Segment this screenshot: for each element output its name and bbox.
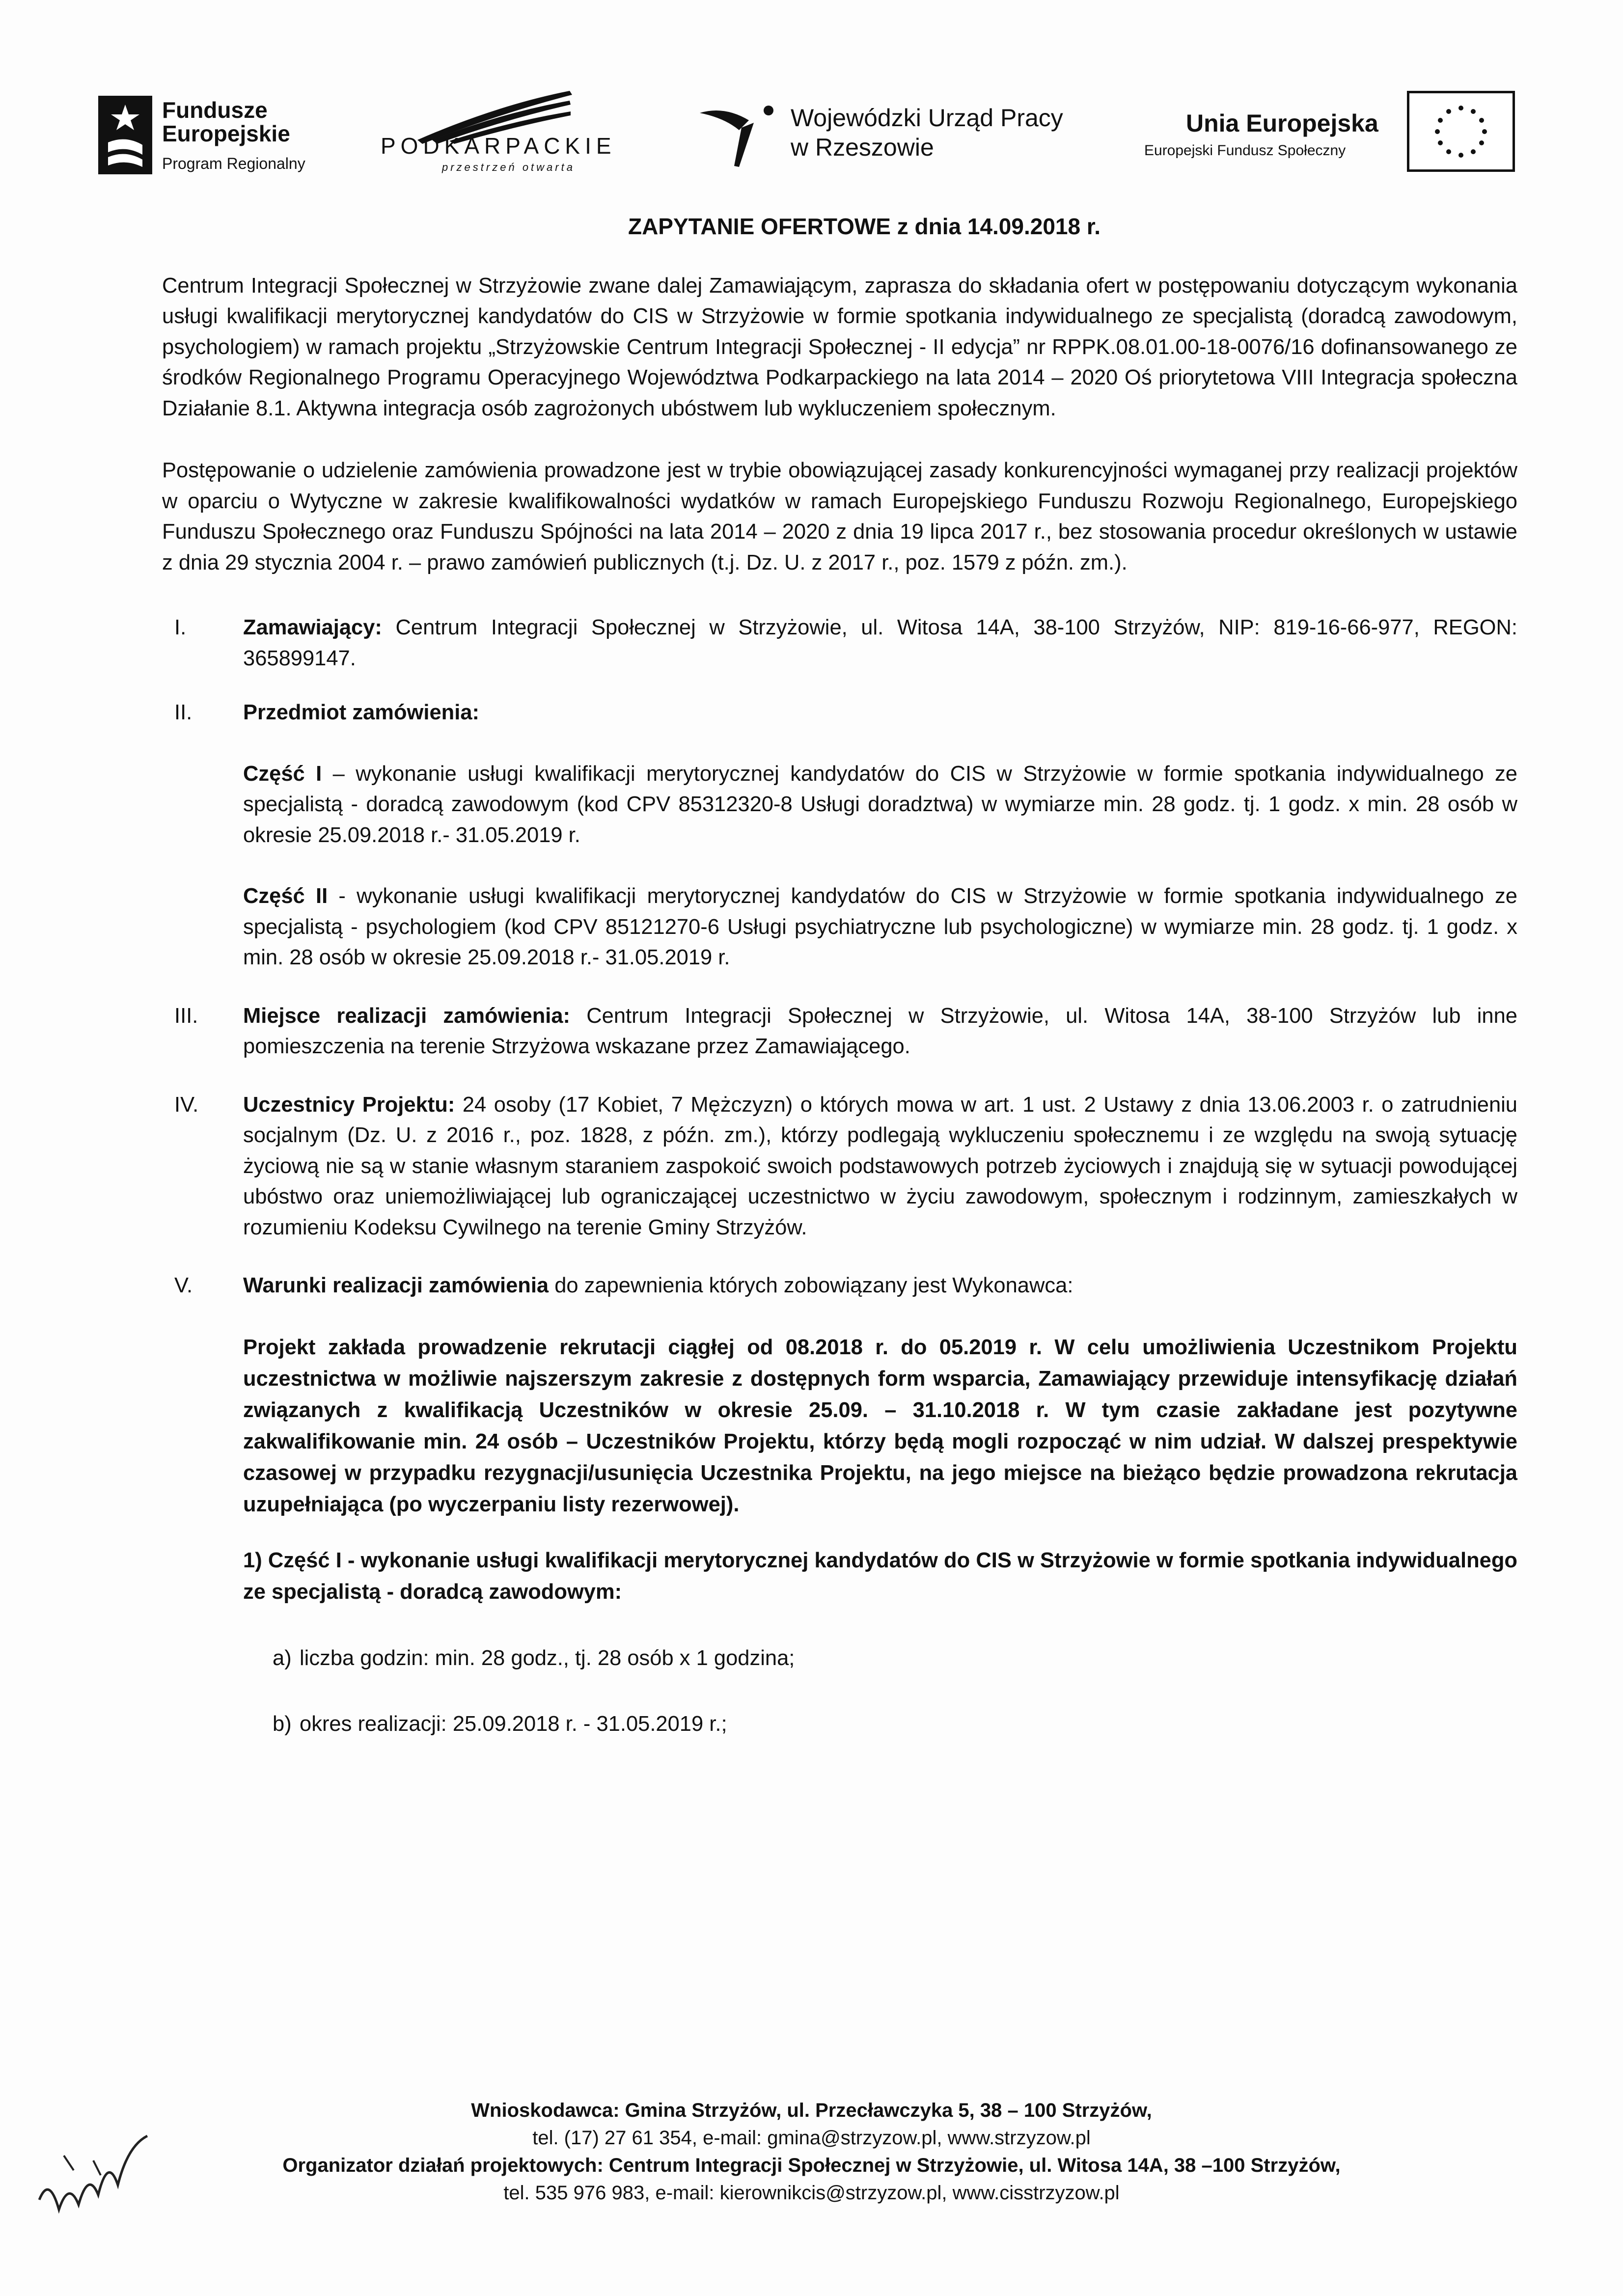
section-v: [162, 1270, 1517, 1740]
section-number: IV.: [174, 1093, 199, 1117]
list-item-letter: b): [273, 1712, 292, 1736]
list-item: [243, 1643, 1517, 1674]
section-iv: [162, 1090, 1517, 1243]
part-i-requirements-heading: 1) Część I - wykonanie usługi kwalifikacji merytorycznej kandydatów do CIS w Strzyżowie w formie spotkania indywidualnego ze specjalistą - doradcą zawodowym:: [243, 1548, 1517, 1604]
list-item: [243, 1709, 1517, 1740]
fundusze-europejskie-logo-text: [162, 98, 290, 145]
section-iii: [162, 1001, 1517, 1062]
ue-logo-subtitle: Europejski Fundusz Społeczny: [1144, 142, 1346, 159]
podkarpackie-logo-subtitle: przestrzeń otwarta: [442, 161, 575, 173]
section-body: [243, 1270, 1517, 1740]
part-i-requirements-list: [243, 1643, 1517, 1740]
part-text: - wykonanie usługi kwalifikacji merytorycznej kandydatów do CIS w Strzyżowie w formie spotkania indywidualnego ze specjalistą - psychologiem (kod CPV 85121270-6 Usługi psychiatryczne lub psychologiczne) w wymiarze min. 28 godz. tj. 1 godz. x min. 28 osób w okresie 25.09.2018 r.- 31.05.2019 r.: [243, 884, 1517, 969]
footer-organizer-contact: tel. 535 976 983, e-mail: kierownikcis@strzyzow.pl, www.cisstrzyzow.pl: [503, 2182, 1120, 2204]
document-title: ZAPYTANIE OFERTOWE z dnia 14.09.2018 r.: [628, 214, 1101, 239]
section-i: [162, 612, 1517, 674]
footer-applicant: Wnioskodawca: Gmina Strzyżów, ul. Przecławczyka 5, 38 – 100 Strzyżów,: [471, 2100, 1152, 2121]
wup-logo-line1: Wojewódzki Urząd Pracy: [791, 104, 1063, 132]
footer-organizer: Organizator działań projektowych: Centrum Integracji Społecznej w Strzyżowie, ul. Witosa 14A, 38 –100 Strzyżów,: [282, 2155, 1341, 2176]
section-text: 24 osoby (17 Kobiet, 7 Mężczyzn) o których mowa w art. 1 ust. 2 Ustawy z dnia 13.06.2003 r. o zatrudnieniu socjalnym (Dz. U. z 2016 r., poz. 1828, z późn. zm.), którzy podlegają wykluczeniu społecznemu i ze względu na swoją sytuację życiową nie są w stanie własnym staraniem zaspokoić swoich podstawowych potrzeb życiowych i znajdują się w sytuacji powodującej ubóstwo oraz uniemożliwiającej lub ograniczającej uczestnictwo w życiu zawodowym, społecznym i rodzinnym, zamieszkałych w rozumieniu Kodeksu Cywilnego na terenie Gminy Strzyżów.: [243, 1093, 1517, 1239]
fe-logo-line1: Fundusze: [162, 97, 268, 123]
list-item-letter: a): [273, 1646, 292, 1670]
section-number: II.: [174, 701, 193, 724]
list-item-text: okres realizacji: 25.09.2018 r. - 31.05.2019 r.;: [300, 1712, 727, 1736]
section-body: [243, 612, 1517, 674]
section-label: Uczestnicy Projektu:: [243, 1093, 455, 1117]
handwritten-initials-icon: [34, 2126, 157, 2224]
wup-bird-icon: [695, 93, 778, 177]
recruitment-paragraph: Projekt zakłada prowadzenie rekrutacji ciągłej od 08.2018 r. do 05.2019 r. W celu umożliwienia Uczestnikom Projektu uczestnictwa w możliwie najszerszym zakresie z dostępnych form wsparcia, Zamawiający przewiduje intensyfikację działań związanych z kwalifikacją Uczestników w okresie 25.09. – 31.10.2018 r. W tym czasie zakładane jest pozytywne zakwalifikowanie min. 24 osób – Uczestników Projektu, którzy będą mogli rozpocząć w nim udział. W dalszej prespektywie czasowej w przypadku rezygnacji/usunięcia Uczestnika Projektu, na jego miejsce na bieżąco będzie prowadzona rekrutacja uzupełniająca (po wyczerpaniu listy rezerwowej).: [243, 1335, 1517, 1516]
podkarpackie-logo-text: PODKARPACKIE: [381, 133, 616, 159]
wup-logo-text: [791, 103, 1063, 162]
section-body: [243, 1090, 1517, 1243]
section-body: [243, 697, 1517, 973]
part-i: [243, 759, 1517, 851]
section-number: V.: [174, 1274, 193, 1297]
section-number: III.: [174, 1004, 198, 1028]
fe-logo-line2: Europejskie: [162, 121, 290, 146]
eu-flag-icon: [1407, 91, 1515, 172]
list-item-text: liczba godzin: min. 28 godz., tj. 28 osób x 1 godzina;: [300, 1646, 795, 1670]
section-text: Centrum Integracji Społecznej w Strzyżowie, ul. Witosa 14A, 38-100 Strzyżów, NIP: 819-16-66-977, REGON: 365899147.: [243, 616, 1517, 670]
part-label: Część II: [243, 884, 328, 908]
section-label: Przedmiot zamówienia:: [243, 701, 480, 724]
section-text: do zapewnienia których zobowiązany jest Wykonawca:: [549, 1274, 1073, 1297]
part-ii: [243, 881, 1517, 973]
section-ii: [162, 697, 1517, 973]
ue-logo-title: Unia Europejska: [1186, 109, 1378, 137]
section-label: Warunki realizacji zamówienia: [243, 1274, 549, 1297]
page-footer: [0, 2097, 1623, 2207]
logo-bar: [0, 0, 1623, 196]
footer-applicant-contact: tel. (17) 27 61 354, e-mail: gmina@strzyzow.pl, www.strzyzow.pl: [532, 2127, 1091, 2149]
section-label: Miejsce realizacji zamówienia:: [243, 1004, 571, 1028]
part-text: – wykonanie usługi kwalifikacji merytorycznej kandydatów do CIS w Strzyżowie w formie spotkania indywidualnego ze specjalistą - doradcą zawodowym (kod CPV 85312320-8 Usługi doradztwa) w wymiarze min. 28 godz. tj. 1 godz. x min. 28 osób w okresie 25.09.2018 r.- 31.05.2019 r.: [243, 762, 1517, 847]
section-label: Zamawiający:: [243, 616, 382, 639]
fe-logo-subtitle: Program Regionalny: [162, 155, 305, 172]
intro-paragraph-2: Postępowanie o udzielenie zamówienia prowadzone jest w trybie obowiązującej zasady konkurencyjności wymaganej przy realizacji projektów w oparciu o Wytyczne w zakresie kwalifikowalności wydatków w ramach Europejskiego Funduszu Rozwoju Regionalnego, Europejskiego Funduszu Społecznego oraz Funduszu Spójności na lata 2014 – 2020 z dnia 19 lipca 2017 r., bez stosowania procedur określonych w ustawie z dnia 29 stycznia 2004 r. – prawo zamówień publicznych (t.j. Dz. U. z 2017 r., poz. 1579 z późn. zm.).: [162, 459, 1517, 574]
wup-logo-line2: w Rzeszowie: [791, 134, 934, 161]
section-number: I.: [174, 616, 187, 639]
intro-paragraph-1: Centrum Integracji Społecznej w Strzyżowie zwane dalej Zamawiającym, zaprasza do składania ofert w postępowaniu dotyczącym wykonania usługi kwalifikacji merytorycznej kandydatów do CIS w Strzyżowie w formie spotkania indywidualnego ze specjalistą (doradcą zawodowym, psychologiem) w ramach projektu „Strzyżowskie Centrum Integracji Społecznej - II edycja” nr RPPK.08.01.00-18-0076/16 dofinansowanego ze środków Regionalnego Programu Operacyjnego Województwa Podkarpackiego na lata 2014 – 2020 Oś priorytetowa VIII Integracja społeczna Działanie 8.1. Aktywna integracja osób zagrożonych ubóstwem lub wykluczeniem społecznym.: [162, 273, 1517, 420]
part-label: Część I: [243, 762, 322, 786]
document-body: [162, 211, 1517, 1740]
section-body: [243, 1001, 1517, 1062]
section-text: Centrum Integracji Społecznej w Strzyżowie, ul. Witosa 14A, 38-100 Strzyżów lub inne pomieszczenia na terenie Strzyżowa wskazane przez Zamawiającego.: [243, 1004, 1517, 1058]
fundusze-europejskie-logo-icon: [98, 96, 152, 174]
